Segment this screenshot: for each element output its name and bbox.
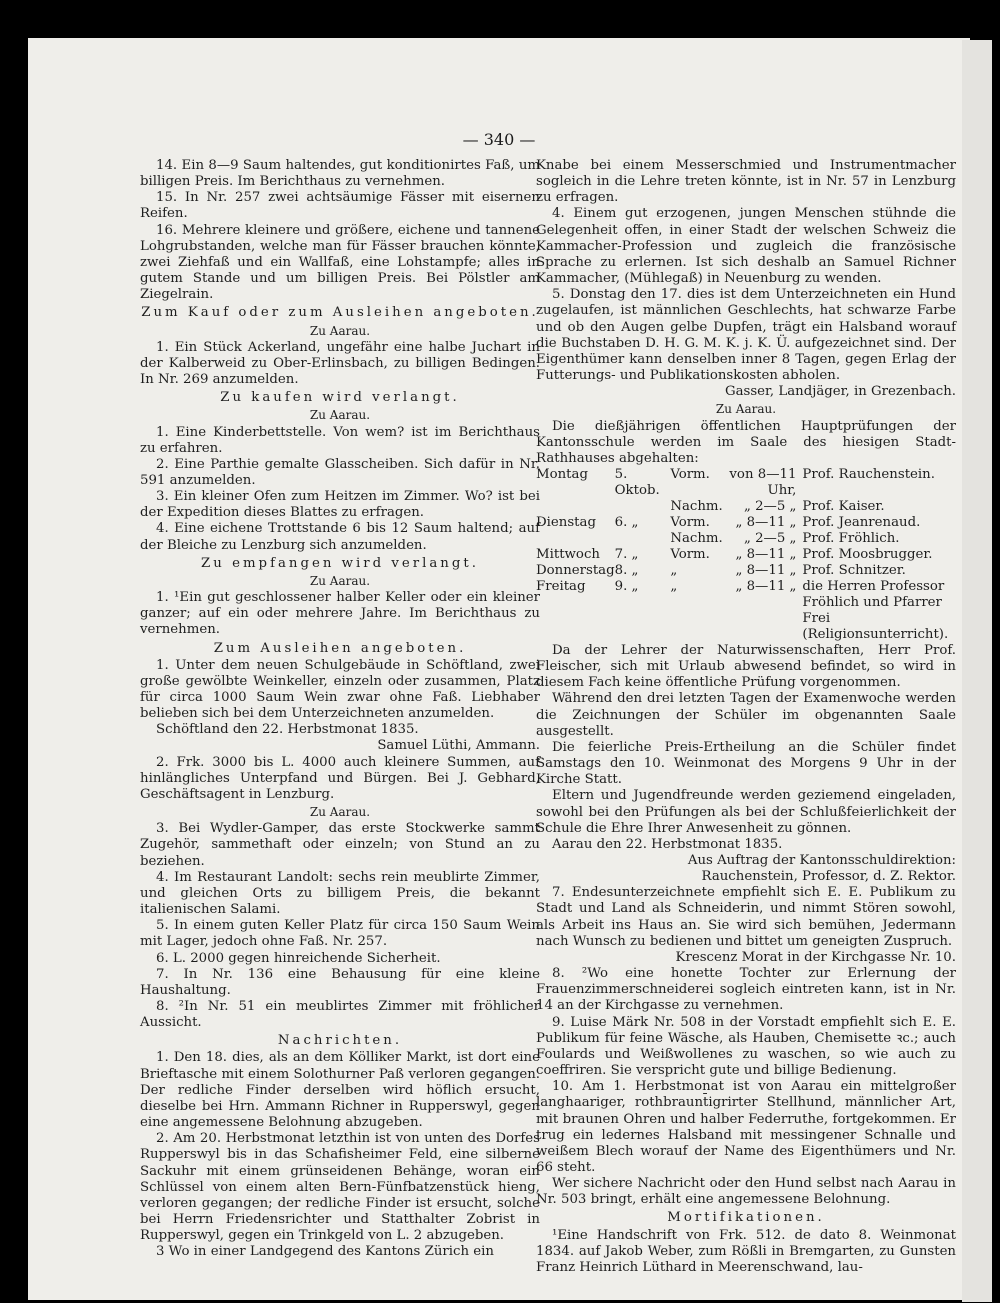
exam-schedule <box>536 467 956 643</box>
right-column <box>536 158 956 1276</box>
place-heading: Zu Aarau. <box>309 408 371 423</box>
schedule-day <box>536 531 615 547</box>
schedule-part: „ <box>670 562 678 578</box>
paragraph: 15. In Nr. 257 zwei achtsäumige Fässer mit eisernen Reifen. <box>140 190 540 222</box>
schedule-row <box>536 515 956 531</box>
paragraph: 1. Ein Stück Ackerland, ungefähr eine halbe Juchart in der Kalberweid zu Ober-Erlinsbach, zu billigen Bedingen. In Nr. 269 anzumelden. <box>140 339 540 388</box>
paragraph: 3. Bei Wydler-Gamper, das erste Stockwerke sammt Zugehör, sammethaft oder einzeln; von Stund an zu beziehen. <box>140 821 540 869</box>
place-heading: Zu Aarau. <box>309 573 371 588</box>
schedule-time: „ 8—11 „ <box>735 546 797 562</box>
right-column-top <box>536 158 956 467</box>
paragraph: 2. Am 20. Herbstmonat letzthin ist von unten des Dorfes Rupperswyl bis in das Schafisheimer Feld, eine silberne Sackuhr mit einem grünseidenen Behänge, woran ein Schlüssel von einem alten Bern-Fünfbatzenstück hieng, verloren gegangen; der redliche Finder ist ersucht, solche bei Herrn Friedensrichter und Statthalter Zobrist in Rupperswyl, gegen ein Trinkgeld von L. 2 abzugeben. <box>140 1131 540 1244</box>
paragraph: 8. ²In Nr. 51 ein meublirtes Zimmer mit fröhlicher Aussicht. <box>140 998 540 1031</box>
paragraph: 10. Am 1. Herbstmonat ist von Aarau ein mittelgroßer langhaariger, rothbraunt̄igrirter Stellhund, männlicher Art, mit braunen Ohren und halber Federruthe, fortgekommen. Er trug ein ledernes Halsband mit messingener Schnalle und weißem Blech worauf der Name des Eigenthümers und Nr. 66 steht. <box>536 1079 956 1175</box>
schedule-date: 5. Oktob. <box>614 466 660 498</box>
schedule-time: „ 2—5 „ <box>743 498 797 514</box>
schedule-date: 6. „ <box>614 514 639 530</box>
schedule-part: Vorm. <box>670 546 710 562</box>
schedule-time: „ 8—11 „ <box>735 578 797 594</box>
schedule-time: „ 8—11 „ <box>735 562 797 578</box>
newspaper-page <box>28 38 970 1300</box>
schedule-day: Freitag <box>536 578 586 594</box>
paragraph: 6. L. 2000 gegen hinreichende Sicherheit. <box>156 950 441 966</box>
schedule-row <box>536 531 956 547</box>
schedule-part: Nachm. <box>670 530 723 546</box>
paragraph: 4. Einem gut erzogenen, jungen Menschen stühnde die Gelegenheit offen, in einer Stadt der welschen Schweiz die Kammacher-Profession und zugleich die französische Sprache zu erlernen. Ist sich deshalb an Samuel Richner Kammacher, (Mühlegaß) in Neuenburg zu wenden. <box>536 206 956 287</box>
section-heading: Nachrichten. <box>277 1033 403 1049</box>
paragraph: 7. In Nr. 136 eine Behausung für eine kleine Haushaltung. <box>140 966 540 998</box>
schedule-date: 9. „ <box>614 578 639 594</box>
schedule-day: Dienstag <box>536 514 596 530</box>
paragraph: Die dießjährigen öffentlichen Hauptprüfungen der Kantonsschule werden im Saale des hiesigen Stadt-Rathhauses abgehalten: <box>536 418 956 466</box>
schedule-day: Montag <box>536 466 588 482</box>
signature-line: Aus Auftrag der Kantonsschuldirektion: <box>687 853 956 868</box>
paragraph: 7. Endesunterzeichnete empfiehlt sich E. E. Publikum zu Stadt und Land als Schneiderin, und nimmt Stören sowohl, als Arbeit ins Haus an. Sie wird sich bemühen, Jedermann nach Wunsch zu bedienen und bittet um geneigten Zuspruch. <box>536 885 956 949</box>
paragraph: Aarau den 22. Herbstmonat 1835. <box>552 836 783 852</box>
place-heading: Zu Aarau. <box>309 805 371 820</box>
schedule-time: „ 8—11 „ <box>735 514 797 530</box>
schedule-part: Vorm. <box>670 514 710 530</box>
right-column-bottom <box>536 643 956 1276</box>
paragraph: Schöftland den 22. Herbstmonat 1835. <box>156 722 419 738</box>
schedule-teacher: Prof. Kaiser. <box>802 498 885 514</box>
paragraph: 2. Frk. 3000 bis L. 4000 auch kleinere Summen, auf hinlängliches Unterpfand und Bürgen. Bei J. Gebhard, Geschäftsagent in Lenzburg. <box>140 754 540 802</box>
page-number: — 340 — <box>462 130 536 149</box>
signature-line: Gasser, Landjäger, in Grezenbach. <box>724 384 956 400</box>
signature-line: Rauchenstein, Professor, d. Z. Rektor. <box>701 869 956 885</box>
schedule-row <box>536 467 956 499</box>
left-column <box>140 158 540 1260</box>
paragraph: 1. Den 18. dies, als an dem Kölliker Markt, ist dort eine Brieftasche mit einem Solothurner Paß verloren gegangen. Der redliche Finder derselben wird höflich ersucht, dieselbe bei Hrn. Ammann Richner in Rupperswyl, gegen eine angemessene Belohnung abzugeben. <box>140 1050 540 1131</box>
schedule-date: 7. „ <box>614 546 639 562</box>
paragraph: 4. Eine eichene Trottstande 6 bis 12 Saum haltend; auf der Bleiche zu Lenzburg sich anzumelden. <box>140 521 540 553</box>
paragraph: 4. Im Restaurant Landolt: sechs rein meublirte Zimmer, und gleichen Orts zu billigem Preis, die bekannt italienischen Salami. <box>140 869 540 918</box>
schedule-teacher: die Herren Professor Fröhlich und Pfarrer Frei (Religionsunterricht). <box>802 578 949 642</box>
schedule-time: von 8—11 Uhr, <box>729 466 797 498</box>
schedule-part: Nachm. <box>670 498 723 514</box>
schedule-date <box>615 531 671 547</box>
schedule-date <box>615 499 671 515</box>
paragraph: 1. Unter dem neuen Schulgebäude in Schöftland, zwei große gewölbte Weinkeller, einzeln oder zusammen, Platz für circa 1000 Saum Wein zwar ohne Faß. Liebhaber belieben sich bei dem Unterzeichneten anzumelden. <box>140 657 540 722</box>
schedule-teacher: Prof. Rauchenstein. <box>802 466 935 482</box>
paragraph: Während den drei letzten Tagen der Examenwoche werden die Zeichnungen der Schüler im obgenannten Saale ausgestellt. <box>536 691 956 739</box>
paragraph: 14. Ein 8—9 Saum haltendes, gut konditionirtes Faß, um billigen Preis. Im Berichthaus zu vernehmen. <box>140 158 540 190</box>
schedule-row <box>536 579 956 643</box>
schedule-part: Vorm. <box>670 466 710 482</box>
paragraph: Eltern und Jugendfreunde werden geziemend eingeladen, sowohl bei den Prüfungen als bei der Schlußfeierlichkeit der Schule die Ehre Ihrer Anwesenheit zu gönnen. <box>536 788 956 836</box>
schedule-day: Donnerstag <box>536 562 615 578</box>
section-heading: Zum Ausleihen angeboten. <box>213 640 467 656</box>
schedule-row <box>536 499 956 515</box>
schedule-teacher: Prof. Jeanrenaud. <box>802 514 921 530</box>
paragraph: 2. Eine Parthie gemalte Glasscheiben. Sich dafür in Nr. 591 anzumelden. <box>140 456 540 488</box>
paragraph: 3 Wo in einer Landgegend des Kantons Zürich ein <box>156 1244 494 1260</box>
schedule-teacher: Prof. Schnitzer. <box>802 562 906 578</box>
paragraph: 1. Eine Kinderbettstelle. Von wem? ist im Berichthaus zu erfahren. <box>140 424 540 456</box>
schedule-part: „ <box>670 578 678 594</box>
paragraph: Wer sichere Nachricht oder den Hund selbst nach Aarau in Nr. 503 bringt, erhält eine angemessene Belohnung. <box>536 1176 956 1208</box>
schedule-teacher: Prof. Moosbrugger. <box>802 546 933 562</box>
paragraph: 9. Luise Märk Nr. 508 in der Vorstadt empfiehlt sich E. E. Publikum für feine Wäsche, als Hauben, Chemisette ꝛc.; auch Foulards und Weißwollenes zu waschen, so wie auch zu coeffriren. Sie verspricht gute und billige Bedienung. <box>536 1014 956 1079</box>
section-heading: Zum Kauf oder zum Ausleihen angeboten. <box>141 305 539 321</box>
place-heading: Zu Aarau. <box>715 402 777 417</box>
paragraph: 16. Mehrere kleinere und größere, eichene und tannene Lohgrubstanden, welche man für Fässer brauchen könnte, zwei Ziehfaß und ein Wallfaß, eine Lohstampfe; alles in gutem Stande und um billigen Preis. Bei Pölstler am Ziegelrain. <box>140 222 540 303</box>
paragraph: 5. Donstag den 17. dies ist dem Unterzeichneten ein Hund zugelaufen, ist männlichen Geschlechts, hat schwarze Farbe und ob den Augen gelbe Dupfen, trägt ein Halsband worauf die Buchstaben D. H. G. M. K. j. K. Ü. aufgezeichnet sind. Der Eigenthümer kann denselben inner 8 Tagen, gegen Erlag der Futterungs- und Publikationskosten abholen. <box>536 287 956 384</box>
paragraph: Die feierliche Preis-Ertheilung an die Schüler findet Samstags den 10. Weinmonat des Morgens 9 Uhr in der Kirche Statt. <box>536 739 956 788</box>
schedule-day <box>536 499 615 515</box>
paragraph: ¹Eine Handschrift von Frk. 512. de dato 8. Weinmonat 1834. auf Jakob Weber, zum Rößli in Bremgarten, zu Gunsten Franz Heinrich Lüthard in Meerenschwand, lau- <box>536 1227 956 1275</box>
signature-line: Krescenz Morat in der Kirchgasse Nr. 10. <box>675 949 956 965</box>
schedule-date: 8. „ <box>614 562 639 578</box>
signature-line: Samuel Lüthi, Ammann. <box>377 738 540 754</box>
section-heading: Mortifikationen. <box>667 1210 825 1226</box>
section-heading: Zu kaufen wird verlangt. <box>220 390 460 406</box>
place-heading: Zu Aarau. <box>309 323 371 338</box>
schedule-day: Mittwoch <box>536 546 600 562</box>
paragraph: Da der Lehrer der Naturwissenschaften, Herr Prof. Fleischer, sich mit Urlaub abwesend befindet, so wird in diesem Fach keine öffentliche Prüfung vorgenommen. <box>536 642 956 691</box>
page-edge <box>962 40 992 1302</box>
paragraph: Knabe bei einem Messerschmied und Instrumentmacher sogleich in die Lehre treten könnte, ist in Nr. 57 in Lenzburg zu erfragen. <box>536 158 956 206</box>
paragraph: 1. ¹Ein gut geschlossener halber Keller oder ein kleiner ganzer; auf ein oder mehrere Jahre. Im Berichthaus zu vernehmen. <box>140 590 540 638</box>
schedule-row <box>536 547 956 563</box>
schedule-row <box>536 563 956 579</box>
paragraph: 8. ²Wo eine honette Tochter zur Erlernung der Frauenzimmerschneiderei sogleich eintreten kann, ist in Nr. 14 an der Kirchgasse zu vernehmen. <box>536 966 956 1014</box>
paragraph: 5. In einem guten Keller Platz für circa 150 Saum Wein mit Lager, jedoch ohne Faß. Nr. 257. <box>140 918 540 950</box>
section-heading: Zu empfangen wird verlangt. <box>201 555 479 571</box>
paragraph: 3. Ein kleiner Ofen zum Heitzen im Zimmer. Wo? ist bei der Expedition dieses Blattes zu erfragen. <box>140 489 540 521</box>
schedule-teacher: Prof. Fröhlich. <box>802 530 900 546</box>
schedule-time: „ 2—5 „ <box>743 530 797 546</box>
